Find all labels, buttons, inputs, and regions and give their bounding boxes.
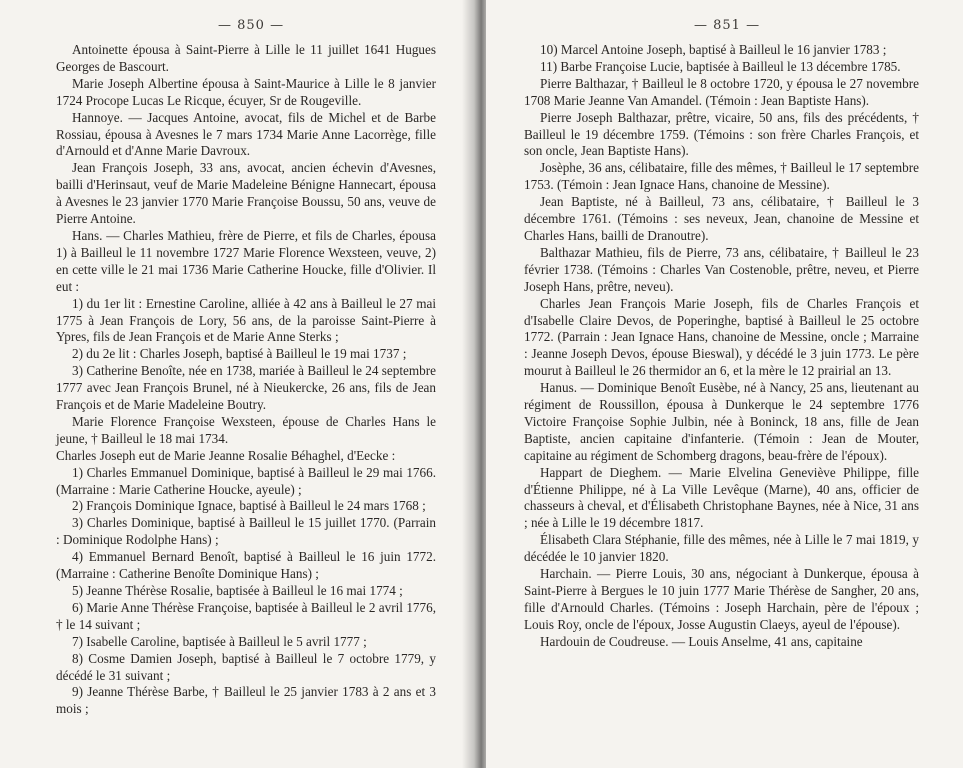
page-number-850: — 850 — <box>218 18 285 33</box>
paragraph: Hannoye. — Jacques Antoine, avocat, fils de Michel et de Barbe Rossiau, épousa à Avesnes le 7 mars 1734 Marie Anne Lacorrège, fille d'Arnould et d'Anne Marie Davroux. <box>56 109 436 159</box>
paragraph: Marie Florence Françoise Wexsteen, épouse de Charles Hans le jeune, † Bailleul le 18 mai 1734. <box>56 413 436 446</box>
list-item: 1) Charles Emmanuel Dominique, baptisé à Bailleul le 29 mai 1766. (Marraine : Marie Catherine Houcke, ayeule) ; <box>56 464 436 497</box>
paragraph: Hardouin de Coudreuse. — Louis Anselme, 41 ans, capitaine <box>540 633 863 649</box>
list-item: 10) Marcel Antoine Joseph, baptisé à Bailleul le 16 janvier 1783 ; <box>540 42 887 57</box>
page-number-851: — 851 — <box>694 18 761 33</box>
left-page <box>0 0 478 768</box>
paragraph: Antoinette épousa à Saint-Pierre à Lille le 11 juillet 1641 Hugues Georges de Bascourt. <box>56 42 436 74</box>
paragraph: Marie Joseph Albertine épousa à Saint-Maurice à Lille le 8 janvier 1724 Procope Lucas Le Ricque, écuyer, Sr de Rougeville. <box>56 75 436 108</box>
list-item: 5) Jeanne Thérèse Rosalie, baptisée à Bailleul le 16 mai 1774 ; <box>72 583 403 598</box>
right-page <box>486 0 963 768</box>
paragraph: Charles Joseph eut de Marie Jeanne Rosalie Béhaghel, d'Eecke : <box>56 447 396 463</box>
paragraph: Harchain. — Pierre Louis, 30 ans, négociant à Dunkerque, épousa à Saint-Pierre à Bergues le 10 juin 1777 Marie Thérèse de Sangher, 20 ans, fille d'Arnould Charles. (Témoins : Joseph Harchain, père de l'époux ; Louis Roy, oncle de l'époux, Josse Augustin Claeys, ayeul de l'épouse). <box>524 566 919 632</box>
paragraph: Hanus. — Dominique Benoît Eusèbe, né à Nancy, 25 ans, lieutenant au régiment de Roussillon, épousa à Dunkerque le 24 septembre 1776 Victoire Françoise Sophie Julbin, née à Boninck, 18 ans, fille de Jean Baptiste, ancien capitaine d'infanterie. (Témoin : Jean de Mouter, capitaine au régiment de Schomberg dragons, beau-frère de l'époux). <box>524 380 919 463</box>
paragraph: Hans. — Charles Mathieu, frère de Pierre, et fils de Charles, épousa 1) à Bailleul le 11 novembre 1727 Marie Florence Wexsteen, veuve, 2) en cette ville le 21 mai 1736 Marie Catherine Houcke, fille d'Olivier. Il eut : <box>56 227 436 294</box>
list-item: 3) Charles Dominique, baptisé à Bailleul le 15 juillet 1770. (Parrain : Dominique Rodolphe Hans) ; <box>56 515 436 548</box>
paragraph: Jean Baptiste, né à Bailleul, 73 ans, célibataire, † Bailleul le 3 décembre 1761. (Témoins : ses neveux, Jean, chanoine de Messine et Charles Hans, bailli de Dranoutre). <box>524 194 919 243</box>
paragraph: Élisabeth Clara Stéphanie, fille des mêmes, née à Lille le 7 mai 1819, y décédée le 10 janvier 1820. <box>524 532 919 565</box>
paragraph: Pierre Balthazar, † Bailleul le 8 octobre 1720, y épousa le 27 novembre 1708 Marie Jeanne Van Amandel. (Témoin : Jean Baptiste Hans). <box>524 75 919 108</box>
list-item: 4) Emmanuel Bernard Benoît, baptisé à Bailleul le 16 juin 1772. (Marraine : Catherine Benoîte Dominique Hans) ; <box>56 549 436 582</box>
paragraph: Pierre Joseph Balthazar, prêtre, vicaire, 50 ans, fils des précédents, † Bailleul le 19 décembre 1759. (Témoins : son frère Charles François, et son oncle, Jean Baptiste Hans). <box>524 109 919 159</box>
paragraph: Balthazar Mathieu, fils de Pierre, 73 ans, célibataire, † Bailleul le 23 février 1738. (Témoins : Charles Van Costenoble, prêtre, neveu, et Pierre Joseph Hans, prêtre, neveu). <box>524 244 919 294</box>
list-item: 11) Barbe Françoise Lucie, baptisée à Bailleul le 13 décembre 1785. <box>540 58 901 74</box>
paragraph: Happart de Dieghem. — Marie Elvelina Geneviève Philippe, fille d'Étienne Philippe, né à La Ville Levêque (Marne), 40 ans, officier de chasseurs à cheval, et d'Élisabeth Christophane Baynes, née à Nice, 31 ans ; née à Lille le 19 décembre 1817. <box>524 464 919 531</box>
list-item: 2) François Dominique Ignace, baptisé à Bailleul le 24 mars 1768 ; <box>72 498 426 514</box>
list-item: 2) du 2e lit : Charles Joseph, baptisé à Bailleul le 19 mai 1737 ; <box>72 346 407 362</box>
list-item: 7) Isabelle Caroline, baptisée à Bailleul le 5 avril 1777 ; <box>72 633 367 649</box>
list-item: 9) Jeanne Thérèse Barbe, † Bailleul le 25 janvier 1783 à 2 ans et 3 mois ; <box>56 684 436 717</box>
list-item: 8) Cosme Damien Joseph, baptisé à Bailleul le 7 octobre 1779, y décédé le 31 suivant ; <box>56 650 436 683</box>
paragraph: Josèphe, 36 ans, célibataire, fille des mêmes, † Bailleul le 17 septembre 1753. (Témoin : Jean Ignace Hans, chanoine de Messine). <box>524 160 919 193</box>
list-item: 1) du 1er lit : Ernestine Caroline, alliée à 42 ans à Bailleul le 27 mai 1775 à Jean François de Lory, 56 ans, de la paroisse Saint-Pierre à Ypres, fils de Jean François et de Marie Anne Sterks ; <box>56 295 436 345</box>
list-item: 3) Catherine Benoîte, née en 1738, mariée à Bailleul le 24 septembre 1777 avec Jean François Brunel, né à Nieukercke, 26 ans, fils de Jean François et de Marie Madeleine Boutry. <box>56 363 436 413</box>
paragraph: Jean François Joseph, 33 ans, avocat, ancien échevin d'Avesnes, bailli d'Herinsaut, veuf de Marie Madeleine Bénigne Hannecart, épousa à Avesnes le 23 janvier 1770 Marie Françoise Boussu, 50 ans, veuve de Pierre Antoine. <box>56 160 436 227</box>
right-page-text <box>524 42 919 651</box>
paragraph: Charles Jean François Marie Joseph, fils de Charles François et d'Isabelle Claire Devos, de Poperinghe, baptisé à Bailleul le 25 octobre 1772. (Parrain : Jean Ignace Hans, chanoine de Messine, oncle ; Marraine : Jeanne Joseph Devos, épouse Bieswal), y décédé le 3 juin 1773. Le père mourut à Bailleul le 26 thermidor an 6, et la mère le 12 prairial an 13. <box>524 295 919 379</box>
list-item: 6) Marie Anne Thérèse Françoise, baptisée à Bailleul le 2 avril 1776, † le 14 suivant ; <box>56 599 436 632</box>
left-page-text <box>56 42 436 718</box>
